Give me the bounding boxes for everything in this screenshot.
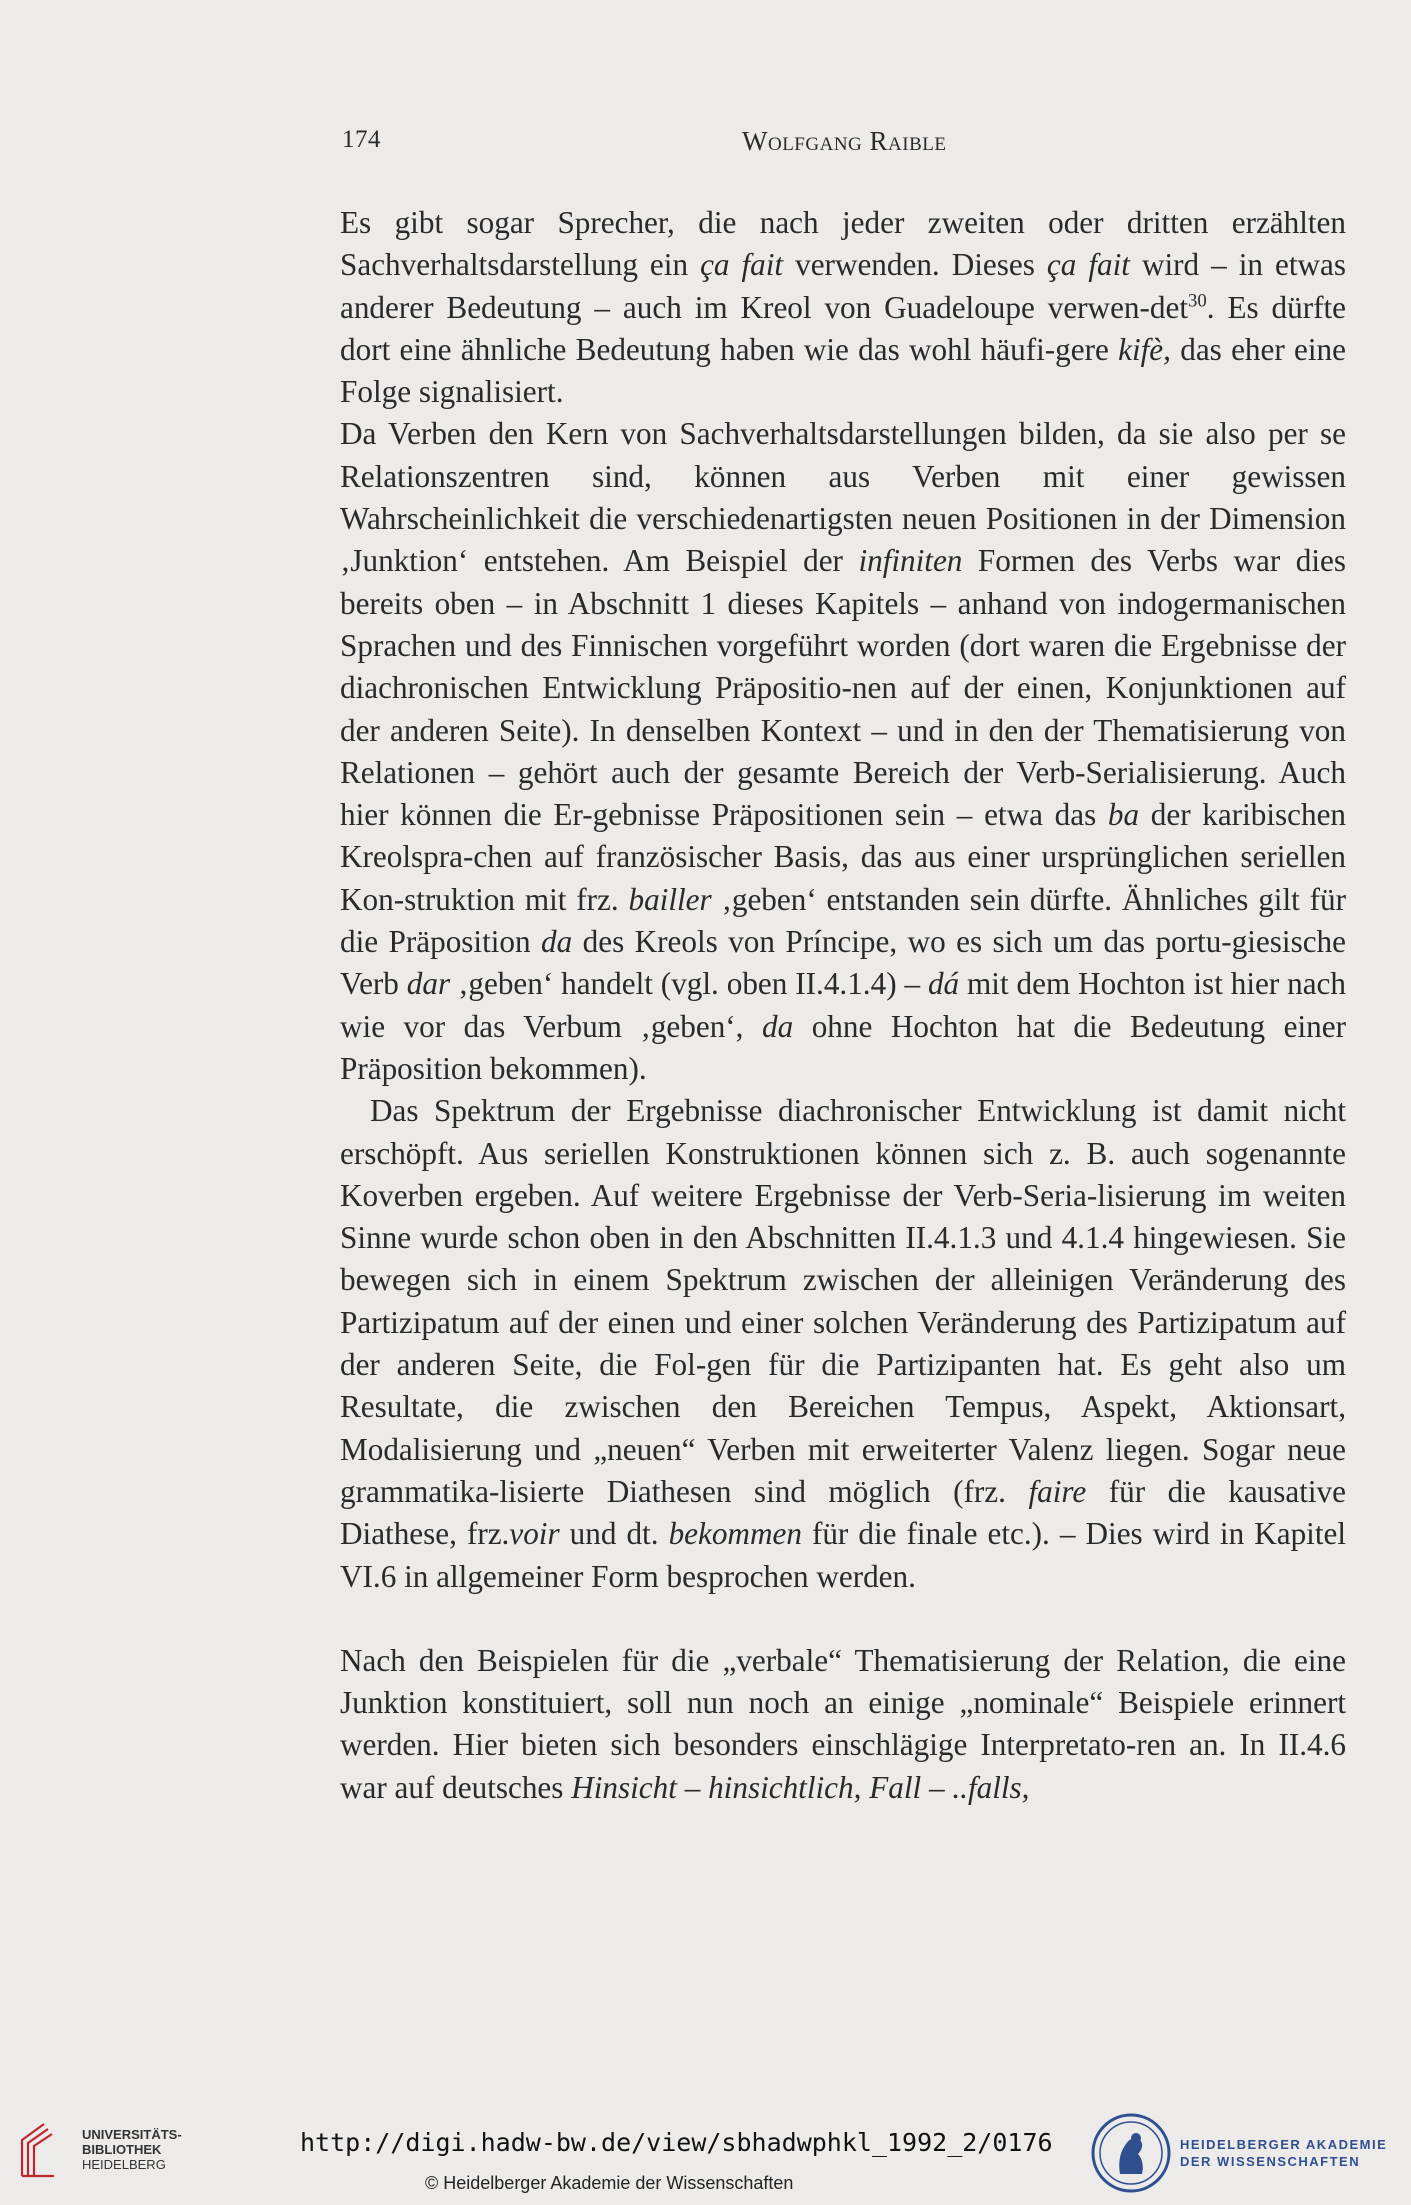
academy-seal-icon — [1090, 2112, 1172, 2194]
text-run: verwenden. Dieses — [783, 247, 1047, 283]
paragraph-3 — [340, 1090, 1346, 1598]
italic-term: faire — [1028, 1473, 1087, 1509]
italic-term: bekommen — [668, 1516, 802, 1552]
italic-term: infiniten — [858, 543, 963, 579]
italic-term: da — [541, 924, 573, 960]
text-run: Nach den Beispielen für die „verbale“ Thematisierung der Relation, die eine Junktion konstituiert, soll nun noch an einige „nominale“ Beispiele erinnert werden. Hier bieten sich besonders einschlägige Interpretato-ren an. In II.4.6 war auf deutsches — [340, 1642, 1346, 1805]
text-run: . Es dürfte dort eine ähnliche Bedeutung haben wie das wohl häufi-gere — [340, 289, 1347, 367]
library-name-line: UNIVERSITÄTS- — [82, 2127, 182, 2142]
academy-name-line: HEIDELBERGER AKADEMIE — [1180, 2137, 1388, 2152]
text-run: ohne Hochton hat die Bedeutung einer Präposition bekommen). — [340, 1008, 1346, 1086]
italic-term: dá — [927, 966, 960, 1002]
paragraph-4 — [340, 1640, 1346, 1809]
text-run: der karibischen Kreolspra-chen auf französischer Basis, das aus einer ursprünglichen seriellen Kon-struktion mit frz. — [340, 797, 1347, 917]
text-run: Formen des Verbs war dies bereits oben – in Abschnitt 1 dieses Kapitels – anhand von indogermanischen Sprachen und des Finnischen vorgeführt worden (dort waren die Ergebnisse der diachronischen Entwicklung Präpositio-nen auf der einen, Konjunktionen auf der anderen Seite). In denselben Kontext – und in den der Thematisierung von Relationen – gehört auch der gesamte Bereich der Verb-Serialisierung. Auch hier können die Er-gebnisse Präpositionen sein – etwa das — [340, 543, 1346, 833]
text-run: mit dem Hochton ist hier nach wie vor das Verbum ‚geben‘, — [340, 966, 1346, 1044]
academy-name-line: DER WISSENSCHAFTEN — [1180, 2154, 1361, 2169]
text-run: wird – in etwas anderer Bedeutung – auch im Kreol von Guadeloupe verwen-det — [340, 247, 1347, 325]
text-run: für die kausative Diathese, frz. — [340, 1473, 1346, 1552]
italic-term: Hinsicht – hinsichtlich, Fall – ..falls, — [571, 1769, 1030, 1805]
paragraph-2 — [340, 413, 1346, 1090]
italic-term: ça fait — [1046, 247, 1130, 283]
permalink-url[interactable]: http://digi.hadw-bw.de/view/sbhadwphkl_1992_2/0176 — [300, 2128, 1053, 2157]
italic-term: bailler — [628, 881, 712, 917]
university-library-logo-icon — [14, 2120, 74, 2180]
university-library-name — [82, 2127, 182, 2172]
running-head-author: Wolfgang Raible — [742, 126, 947, 156]
italic-term: ça fait — [700, 247, 784, 283]
footnote-ref: 30 — [1188, 290, 1207, 312]
academy-name — [1180, 2136, 1387, 2170]
library-name-line: HEIDELBERG — [82, 2157, 166, 2172]
italic-term: da — [762, 1008, 794, 1044]
text-run: für die finale etc.). – Dies wird in Kapitel VI.6 in allgemeiner Form besprochen werden. — [340, 1516, 1346, 1594]
text-run: Das Spektrum der Ergebnisse diachronischer Entwicklung ist damit nicht erschöpft. Aus seriellen Konstruktionen können sich z. B. auch sogenannte Koverben ergeben. Auf weitere Ergebnisse der Verb-Seria-lisierung im weiten Sinne wurde schon oben in den Abschnitten II.4.1.3 und 4.1.4 hingewiesen. Sie bewegen sich in einem Spektrum zwischen der alleinigen Veränderung des Partizipatum auf der einen und einer solchen Veränderung des Partizipatum auf der anderen Seite, die Fol-gen für die Partizipanten hat. Es geht also um Resultate, die zwischen den Bereichen Tempus, Aspekt, Aktionsart, Modalisierung und „neuen“ Verben mit erweiterter Valenz liegen. Sogar neue grammatika-lisierte Diathesen sind möglich (frz. — [340, 1093, 1346, 1509]
text-run: Es gibt sogar Sprecher, die nach jeder zweiten oder dritten erzählten Sachverhaltsdarstellung ein — [340, 205, 1346, 283]
italic-term: ba — [1107, 797, 1140, 833]
text-run: Da Verben den Kern von Sachverhaltsdarstellungen bilden, da sie also per se Relationszentren sind, können aus Verben mit einer gewissen Wahrscheinlichkeit die verschiedenartigsten neuen Positionen in der Dimension ‚Junktion‘ entstehen. Am Beispiel der — [340, 416, 1346, 579]
text-run: das eher eine Folge signalisiert. — [340, 331, 1346, 410]
text-run: und dt. — [559, 1516, 669, 1552]
italic-term: voir — [509, 1516, 560, 1552]
text-run: ‚geben‘ entstanden sein dürfte. Ähnliches gilt für die Präposition — [340, 881, 1346, 960]
paragraph-1 — [340, 202, 1346, 413]
italic-term: dar — [406, 966, 451, 1002]
page-number: 174 — [342, 126, 381, 153]
copyright-notice: © Heidelberger Akademie der Wissenschaften — [425, 2173, 794, 2193]
library-name-line: BIBLIOTHEK — [82, 2142, 162, 2157]
body-text — [340, 202, 1346, 1809]
italic-term: kifè, — [1118, 331, 1171, 367]
text-run: des Kreols von Príncipe, wo es sich um das portu-giesische Verb — [340, 924, 1346, 1002]
text-run: ‚geben‘ handelt (vgl. oben II.4.1.4) – — [450, 966, 928, 1002]
